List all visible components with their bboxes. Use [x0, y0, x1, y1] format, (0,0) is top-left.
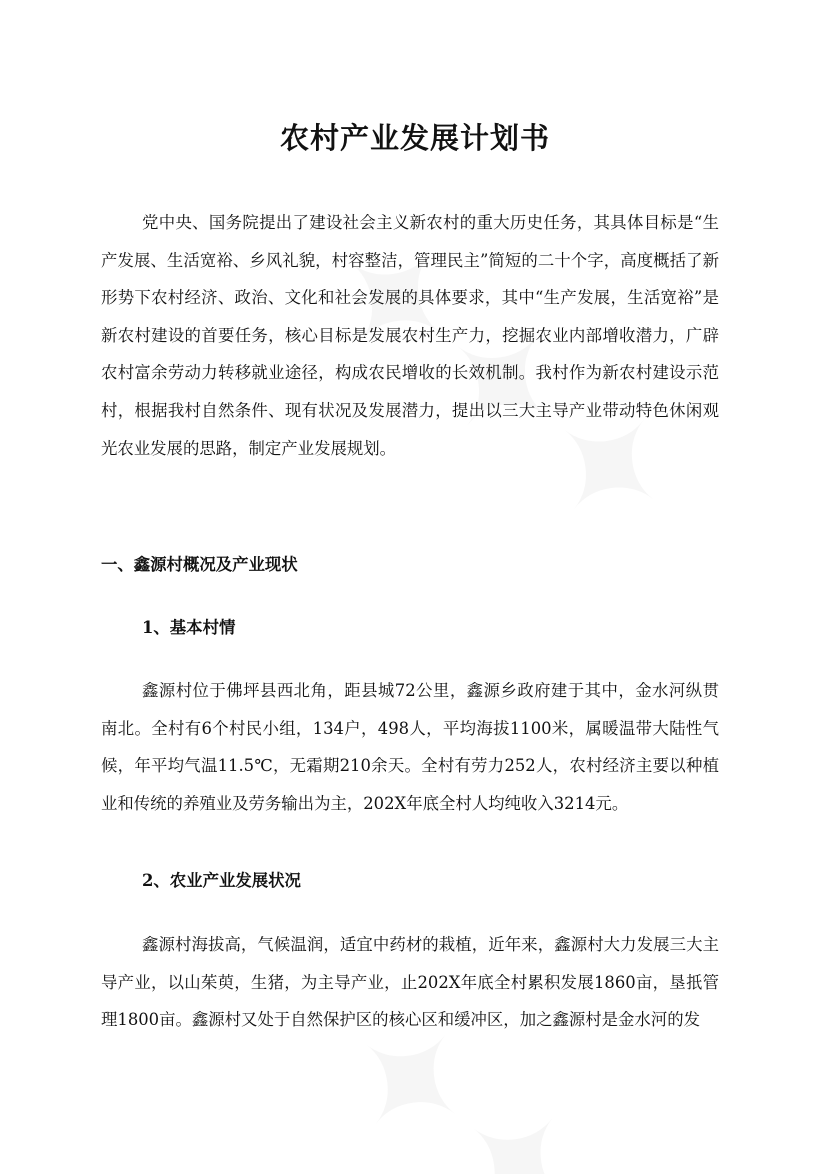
- document-title: 农村产业发展计划书: [279, 121, 550, 155]
- intro-paragraph: 党中央、国务院提出了建设社会主义新农村的重大历史任务，其具体目标是“生产发展、生活宽裕、乡风礼貌，村容整洁，管理民主”简短的二十个字，高度概括了新形势下农村经济、政治、文化和社会发展的具体要求，其中“生产发展，生活宽裕”是新农村建设的首要任务，核心目标是发展农村生产力，挖掘农业内部增收潜力，广辟农村富余劳动力转移就业途径，构成农民增收的长效机制。我村作为新农村建设示范村，根据我村自然条件、现有状况及发展潜力，提出以三大主导产业带动特色休闲观光农业发展的思路，制定产业发展规划。: [101, 213, 719, 458]
- subsection-heading-basic-info: 1、基本村情: [142, 618, 236, 637]
- industry-status-paragraph: 鑫源村海拔高，气候温润，适宜中药材的栽植，近年来，鑫源村大力发展三大主导产业，以山茱萸，生猪，为主导产业，止202X年底全村累积发展1860亩，垦扺管理1800亩。鑫源村又处于自然保护区的核心区和缓冲区，加之鑫源村是金水河的发: [101, 935, 719, 1030]
- section-heading: 一、鑫源村概况及产业现状: [101, 555, 298, 574]
- basic-info-paragraph: 鑫源村位于佛坪县西北角，距县城72公里，鑫源乡政府建于其中，金水河纵贯南北。全村有6个村民小组，134户，498人，平均海拔1100米，属暖温带大陆性气候，年平均气温11.5℃，无霜期210余天。全村有劳力252人，农村经济主要以种植业和传统的养殖业及劳务输出为主，202X年底全村人均纯收入3214元。: [101, 681, 719, 813]
- subsection-heading-industry-status: 2、农业产业发展状况: [142, 871, 301, 890]
